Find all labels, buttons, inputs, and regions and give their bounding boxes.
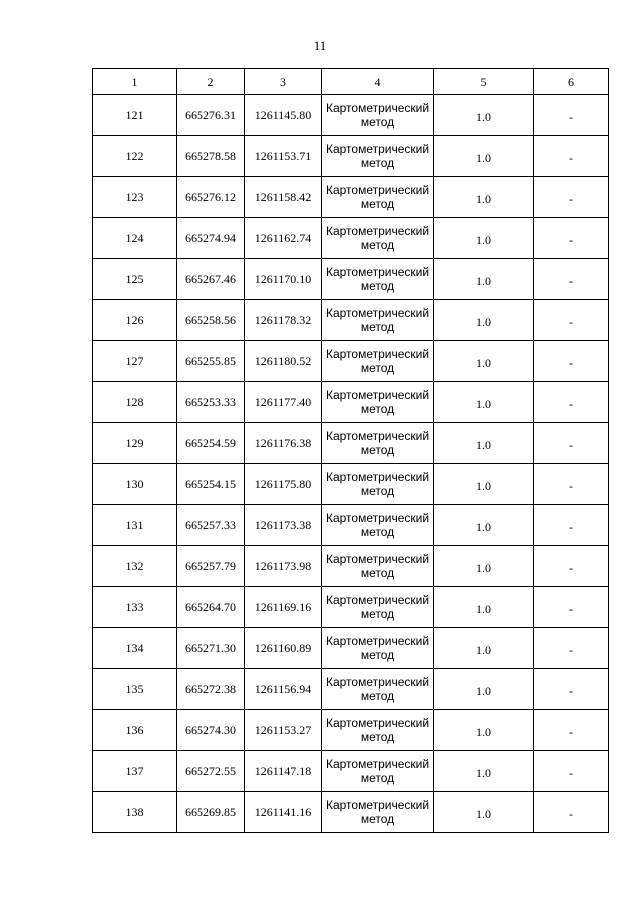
point-number-cell-text: 121: [125, 108, 144, 122]
y-coordinate-cell: [245, 751, 322, 792]
page-number: 11: [313, 38, 327, 53]
table-row: [93, 300, 609, 341]
note-cell: [534, 710, 609, 751]
table-row: [93, 546, 609, 587]
method-cell: [322, 382, 434, 423]
x-coordinate-cell-text: 665257.33: [185, 518, 236, 532]
x-coordinate-cell: [177, 341, 245, 382]
accuracy-cell: [434, 669, 534, 710]
method-cell-text: Картометрический метод: [325, 511, 430, 539]
accuracy-cell: [434, 587, 534, 628]
point-number-cell-text: 138: [125, 805, 144, 819]
note-cell: [534, 505, 609, 546]
point-number-cell: [93, 710, 177, 751]
point-number-cell: [93, 546, 177, 587]
method-cell: [322, 218, 434, 259]
note-cell-text: -: [569, 438, 573, 452]
x-coordinate-cell: [177, 792, 245, 833]
table-row: [93, 136, 609, 177]
method-cell: [322, 259, 434, 300]
y-coordinate-cell: [245, 300, 322, 341]
x-coordinate-cell-text: 665274.94: [185, 231, 236, 245]
method-cell: [322, 546, 434, 587]
method-cell-text: Картометрический метод: [325, 716, 430, 744]
method-cell: [322, 628, 434, 669]
header-col-6: 6: [534, 69, 609, 95]
x-coordinate-cell-text: 665278.58: [185, 149, 236, 163]
accuracy-cell-text: 1.0: [476, 520, 491, 534]
x-coordinate-cell: [177, 587, 245, 628]
y-coordinate-cell-text: 1261170.10: [254, 272, 312, 286]
accuracy-cell-text: 1.0: [476, 807, 491, 821]
point-number-cell-text: 135: [125, 682, 144, 696]
point-number-cell-text: 132: [125, 559, 144, 573]
point-number-cell-text: 129: [125, 436, 144, 450]
y-coordinate-cell-text: 1261173.38: [254, 518, 312, 532]
note-cell: [534, 136, 609, 177]
note-cell-text: -: [569, 479, 573, 493]
accuracy-cell: [434, 464, 534, 505]
x-coordinate-cell-text: 665276.12: [185, 190, 236, 204]
y-coordinate-cell: [245, 382, 322, 423]
y-coordinate-cell-text: 1261160.89: [254, 641, 312, 655]
y-coordinate-cell-text: 1261162.74: [254, 231, 312, 245]
x-coordinate-cell-text: 665272.38: [185, 682, 236, 696]
method-cell-text: Картометрический метод: [325, 757, 430, 785]
note-cell: [534, 341, 609, 382]
x-coordinate-cell: [177, 382, 245, 423]
method-cell: [322, 423, 434, 464]
x-coordinate-cell: [177, 95, 245, 136]
note-cell-text: -: [569, 561, 573, 575]
y-coordinate-cell-text: 1261169.16: [254, 600, 312, 614]
point-number-cell: [93, 259, 177, 300]
method-cell-text: Картометрический метод: [325, 224, 430, 252]
point-number-cell: [93, 464, 177, 505]
x-coordinate-cell: [177, 505, 245, 546]
note-cell: [534, 792, 609, 833]
note-cell-text: -: [569, 397, 573, 411]
note-cell-text: -: [569, 192, 573, 206]
note-cell: [534, 259, 609, 300]
note-cell-text: -: [569, 643, 573, 657]
note-cell: [534, 382, 609, 423]
x-coordinate-cell-text: 665257.79: [185, 559, 236, 573]
accuracy-cell: [434, 423, 534, 464]
accuracy-cell-text: 1.0: [476, 725, 491, 739]
method-cell-text: Картометрический метод: [325, 183, 430, 211]
note-cell: [534, 300, 609, 341]
x-coordinate-cell: [177, 710, 245, 751]
table-row: [93, 751, 609, 792]
table-row: [93, 587, 609, 628]
y-coordinate-cell: [245, 710, 322, 751]
y-coordinate-cell-text: 1261176.38: [254, 436, 312, 450]
y-coordinate-cell-text: 1261145.80: [254, 108, 312, 122]
note-cell-text: -: [569, 602, 573, 616]
table-row: [93, 95, 609, 136]
y-coordinate-cell-text: 1261153.71: [254, 149, 312, 163]
y-coordinate-cell: [245, 177, 322, 218]
table-row: [93, 669, 609, 710]
y-coordinate-cell-text: 1261175.80: [254, 477, 312, 491]
point-number-cell: [93, 751, 177, 792]
method-cell: [322, 587, 434, 628]
note-cell-text: -: [569, 725, 573, 739]
header-col-1: 1: [93, 69, 177, 95]
x-coordinate-cell-text: 665255.85: [185, 354, 236, 368]
note-cell-text: -: [569, 807, 573, 821]
x-coordinate-cell: [177, 751, 245, 792]
note-cell: [534, 546, 609, 587]
table-row: [93, 792, 609, 833]
note-cell: [534, 423, 609, 464]
accuracy-cell: [434, 177, 534, 218]
point-number-cell-text: 127: [125, 354, 144, 368]
method-cell-text: Картометрический метод: [325, 675, 430, 703]
y-coordinate-cell: [245, 792, 322, 833]
table-row: [93, 218, 609, 259]
method-cell: [322, 464, 434, 505]
table-row: [93, 382, 609, 423]
note-cell-text: -: [569, 684, 573, 698]
accuracy-cell-text: 1.0: [476, 151, 491, 165]
method-cell-text: Картометрический метод: [325, 634, 430, 662]
note-cell-text: -: [569, 151, 573, 165]
y-coordinate-cell: [245, 546, 322, 587]
note-cell: [534, 751, 609, 792]
y-coordinate-cell: [245, 423, 322, 464]
y-coordinate-cell-text: 1261158.42: [254, 190, 312, 204]
table-row: [93, 628, 609, 669]
method-cell-text: Картометрический метод: [325, 388, 430, 416]
y-coordinate-cell-text: 1261178.32: [254, 313, 312, 327]
point-number-cell: [93, 505, 177, 546]
header-row: [93, 69, 609, 95]
point-number-cell: [93, 382, 177, 423]
point-number-cell: [93, 95, 177, 136]
point-number-cell-text: 130: [125, 477, 144, 491]
y-coordinate-cell: [245, 505, 322, 546]
accuracy-cell-text: 1.0: [476, 561, 491, 575]
method-cell: [322, 341, 434, 382]
point-number-cell-text: 122: [125, 149, 144, 163]
accuracy-cell-text: 1.0: [476, 233, 491, 247]
accuracy-cell-text: 1.0: [476, 192, 491, 206]
accuracy-cell: [434, 136, 534, 177]
method-cell-text: Картометрический метод: [325, 429, 430, 457]
note-cell-text: -: [569, 110, 573, 124]
y-coordinate-cell-text: 1261180.52: [254, 354, 312, 368]
note-cell-text: -: [569, 274, 573, 288]
y-coordinate-cell-text: 1261141.16: [254, 805, 312, 819]
point-number-cell: [93, 587, 177, 628]
note-cell: [534, 218, 609, 259]
x-coordinate-cell-text: 665254.59: [185, 436, 236, 450]
table-row: [93, 341, 609, 382]
accuracy-cell: [434, 218, 534, 259]
point-number-cell: [93, 669, 177, 710]
method-cell: [322, 300, 434, 341]
point-number-cell-text: 125: [125, 272, 144, 286]
y-coordinate-cell: [245, 587, 322, 628]
y-coordinate-cell-text: 1261173.98: [254, 559, 312, 573]
method-cell: [322, 669, 434, 710]
y-coordinate-cell: [245, 464, 322, 505]
x-coordinate-cell-text: 665272.55: [185, 764, 236, 778]
point-number-cell-text: 137: [125, 764, 144, 778]
point-number-cell-text: 133: [125, 600, 144, 614]
table-row: [93, 259, 609, 300]
accuracy-cell-text: 1.0: [476, 602, 491, 616]
x-coordinate-cell: [177, 177, 245, 218]
note-cell-text: -: [569, 356, 573, 370]
point-number-cell-text: 123: [125, 190, 144, 204]
table-row: [93, 710, 609, 751]
x-coordinate-cell: [177, 669, 245, 710]
method-cell-text: Картометрический метод: [325, 347, 430, 375]
method-cell-text: Картометрический метод: [325, 101, 430, 129]
y-coordinate-cell: [245, 341, 322, 382]
method-cell-text: Картометрический метод: [325, 552, 430, 580]
method-cell: [322, 95, 434, 136]
point-number-cell: [93, 136, 177, 177]
method-cell: [322, 751, 434, 792]
note-cell: [534, 669, 609, 710]
x-coordinate-cell: [177, 300, 245, 341]
x-coordinate-cell-text: 665271.30: [185, 641, 236, 655]
method-cell: [322, 505, 434, 546]
accuracy-cell: [434, 300, 534, 341]
header-col-3: 3: [245, 69, 322, 95]
table-header: [93, 69, 609, 95]
point-number-cell: [93, 792, 177, 833]
method-cell: [322, 792, 434, 833]
y-coordinate-cell: [245, 95, 322, 136]
accuracy-cell-text: 1.0: [476, 479, 491, 493]
point-number-cell: [93, 341, 177, 382]
point-number-cell: [93, 423, 177, 464]
x-coordinate-cell-text: 665276.31: [185, 108, 236, 122]
header-col-5: 5: [434, 69, 534, 95]
accuracy-cell-text: 1.0: [476, 643, 491, 657]
x-coordinate-cell-text: 665253.33: [185, 395, 236, 409]
y-coordinate-cell: [245, 136, 322, 177]
y-coordinate-cell-text: 1261156.94: [254, 682, 312, 696]
x-coordinate-cell-text: 665269.85: [185, 805, 236, 819]
note-cell: [534, 587, 609, 628]
header-col-4: 4: [322, 69, 434, 95]
x-coordinate-cell-text: 665264.70: [185, 600, 236, 614]
accuracy-cell: [434, 382, 534, 423]
method-cell: [322, 710, 434, 751]
note-cell-text: -: [569, 233, 573, 247]
method-cell: [322, 136, 434, 177]
accuracy-cell-text: 1.0: [476, 438, 491, 452]
point-number-cell: [93, 218, 177, 259]
point-number-cell: [93, 300, 177, 341]
accuracy-cell: [434, 751, 534, 792]
accuracy-cell: [434, 505, 534, 546]
x-coordinate-cell-text: 665274.30: [185, 723, 236, 737]
point-number-cell-text: 131: [125, 518, 144, 532]
y-coordinate-cell: [245, 628, 322, 669]
accuracy-cell-text: 1.0: [476, 356, 491, 370]
point-number-cell: [93, 628, 177, 669]
coordinates-table: [92, 68, 609, 833]
x-coordinate-cell: [177, 464, 245, 505]
accuracy-cell-text: 1.0: [476, 274, 491, 288]
y-coordinate-cell-text: 1261177.40: [254, 395, 312, 409]
table-row: [93, 177, 609, 218]
method-cell-text: Картометрический метод: [325, 142, 430, 170]
note-cell-text: -: [569, 520, 573, 534]
table-row: [93, 505, 609, 546]
x-coordinate-cell: [177, 218, 245, 259]
y-coordinate-cell: [245, 669, 322, 710]
accuracy-cell: [434, 95, 534, 136]
note-cell: [534, 95, 609, 136]
point-number-cell-text: 134: [125, 641, 144, 655]
note-cell: [534, 464, 609, 505]
method-cell-text: Картометрический метод: [325, 306, 430, 334]
x-coordinate-cell-text: 665267.46: [185, 272, 236, 286]
note-cell: [534, 628, 609, 669]
x-coordinate-cell: [177, 628, 245, 669]
accuracy-cell-text: 1.0: [476, 684, 491, 698]
method-cell: [322, 177, 434, 218]
y-coordinate-cell-text: 1261153.27: [254, 723, 312, 737]
note-cell: [534, 177, 609, 218]
y-coordinate-cell: [245, 218, 322, 259]
note-cell-text: -: [569, 766, 573, 780]
x-coordinate-cell-text: 665254.15: [185, 477, 236, 491]
accuracy-cell-text: 1.0: [476, 110, 491, 124]
accuracy-cell-text: 1.0: [476, 766, 491, 780]
x-coordinate-cell: [177, 259, 245, 300]
accuracy-cell: [434, 259, 534, 300]
note-cell-text: -: [569, 315, 573, 329]
accuracy-cell: [434, 792, 534, 833]
table-body: [93, 95, 609, 833]
x-coordinate-cell: [177, 546, 245, 587]
x-coordinate-cell: [177, 423, 245, 464]
accuracy-cell-text: 1.0: [476, 397, 491, 411]
point-number-cell-text: 128: [125, 395, 144, 409]
accuracy-cell: [434, 341, 534, 382]
method-cell-text: Картометрический метод: [325, 593, 430, 621]
x-coordinate-cell: [177, 136, 245, 177]
accuracy-cell: [434, 710, 534, 751]
point-number-cell-text: 136: [125, 723, 144, 737]
accuracy-cell: [434, 628, 534, 669]
y-coordinate-cell: [245, 259, 322, 300]
point-number-cell: [93, 177, 177, 218]
y-coordinate-cell-text: 1261147.18: [254, 764, 312, 778]
header-col-2: 2: [177, 69, 245, 95]
x-coordinate-cell-text: 665258.56: [185, 313, 236, 327]
accuracy-cell-text: 1.0: [476, 315, 491, 329]
method-cell-text: Картометрический метод: [325, 798, 430, 826]
point-number-cell-text: 126: [125, 313, 144, 327]
method-cell-text: Картометрический метод: [325, 265, 430, 293]
table-row: [93, 464, 609, 505]
table-row: [93, 423, 609, 464]
accuracy-cell: [434, 546, 534, 587]
method-cell-text: Картометрический метод: [325, 470, 430, 498]
point-number-cell-text: 124: [125, 231, 144, 245]
